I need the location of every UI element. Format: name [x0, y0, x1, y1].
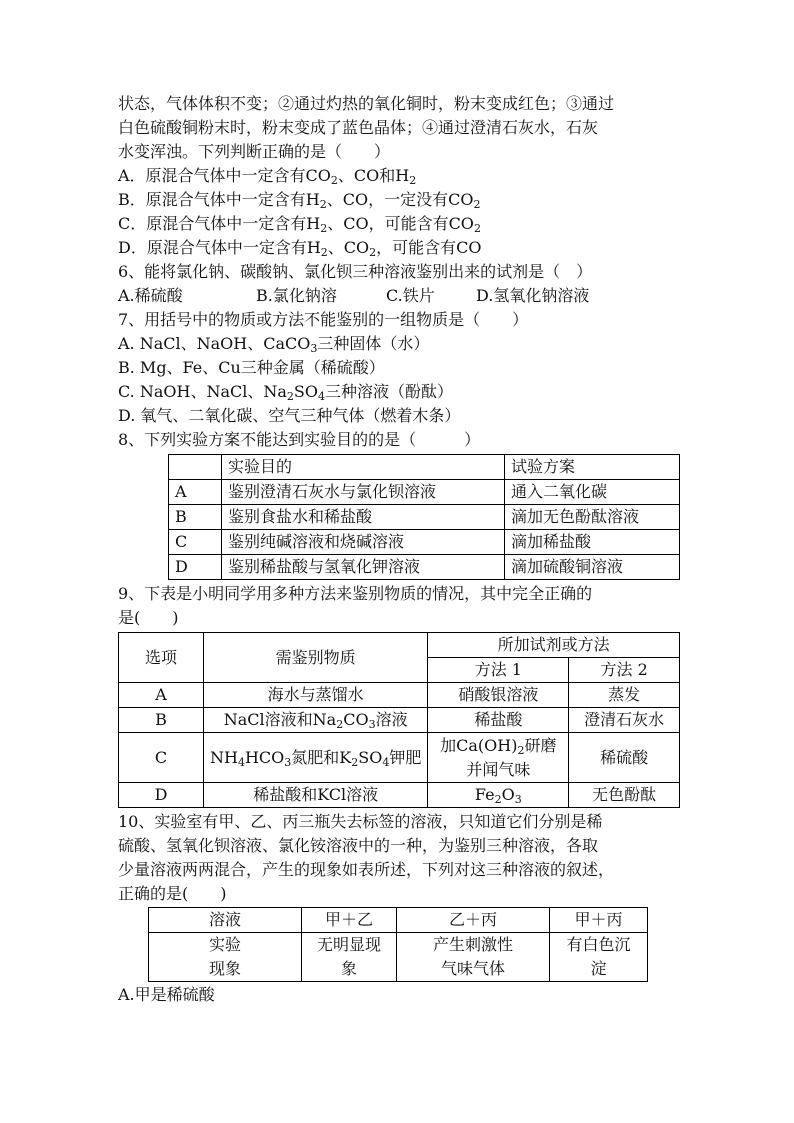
table-row: 方法 1 方法 2	[119, 658, 680, 683]
table-row: C $NH_4HCO_3$氮肥和$K_2SO_4$钾肥 加$Ca(OH)_2$研磨 并闻气味 稀硫酸	[119, 733, 680, 783]
q6-option-c: C.铁片	[386, 286, 435, 305]
q6-stem: 6、能将氯化钠、碳酸钠、氯化钡三种溶液鉴别出来的试剂是（ ）	[118, 262, 593, 281]
table-row: 选项 需鉴别物质 所加试剂或方法	[119, 633, 680, 658]
intro-line-1: 状态，气体体积不变；②通过灼热的氧化铜时，粉末变成红色；③通过	[118, 94, 615, 113]
q9-stem-2: 是( )	[118, 608, 179, 627]
intro-line-3: 水变浑浊。下列判断正确的是（ ）	[118, 142, 391, 161]
q8-table	[168, 454, 680, 580]
q10-line-4: 正确的是( )	[118, 884, 227, 903]
table-row: 实验 现象 无明显现 象 产生刺激性 气味气体 有白色沉 淀	[149, 933, 648, 982]
table-row: B NaCl溶液和$Na_2CO_3$溶液 稀盐酸 澄清石灰水	[119, 708, 680, 733]
q7-option-b: B. Mg、Fe、Cu三种金属（稀硫酸）	[118, 358, 385, 377]
table-row: A 海水与蒸馏水 硝酸银溶液 蒸发	[119, 683, 680, 708]
q6-option-b: B.氯化钠溶	[256, 286, 337, 305]
q8-stem: 8、下列实验方案不能达到实验目的的是（ ）	[118, 430, 481, 449]
table-row: B 鉴别食盐水和稀盐酸 滴加无色酚酞溶液	[169, 505, 680, 530]
q10-table	[148, 907, 648, 982]
table-row: 实验目的 试验方案	[169, 455, 680, 480]
q7-option-c: C. NaOH、NaCl、$Na_2SO_4$三种溶液（酚酞）	[118, 382, 453, 403]
q5-option-d: D．原混合气体中一定含有$H_2$、$CO_2$，可能含有CO	[118, 238, 482, 259]
q9-table	[118, 632, 680, 808]
table-row: A 鉴别澄清石灰水与氯化钡溶液 通入二氧化碳	[169, 480, 680, 505]
q6-option-a: A.稀硫酸	[118, 286, 183, 305]
q10-line-3: 少量溶液两两混合，产生的现象如表所述，下列对这三种溶液的叙述，	[118, 860, 615, 879]
document-page	[118, 92, 688, 1007]
q5-option-b: B．原混合气体中一定含有$H_2$、CO，一定没有$CO_2$	[118, 190, 481, 211]
table-row: 溶液 甲＋乙 乙＋丙 甲＋丙	[149, 908, 648, 933]
table-row: D 鉴别稀盐酸与氢氧化钾溶液 滴加硫酸铜溶液	[169, 555, 680, 580]
q7-stem: 7、用括号中的物质或方法不能鉴别的一组物质是（ ）	[118, 310, 529, 329]
q10-line-1: 10、实验室有甲、乙、丙三瓶失去标签的溶液，只知道它们分别是稀	[118, 812, 603, 831]
q9-stem-1: 9、下表是小明同学用多种方法来鉴别物质的情况，其中完全正确的	[118, 584, 593, 603]
q5-option-a: A．原混合气体中一定含有$CO_2$、CO和$H_2$	[118, 166, 417, 187]
intro-line-2: 白色硫酸铜粉末时，粉末变成了蓝色晶体；④通过澄清石灰水，石灰	[118, 118, 599, 137]
q10-line-2: 硫酸、氢氧化钡溶液、氯化铵溶液中的一种，为鉴别三种溶液，各取	[118, 836, 599, 855]
q7-option-d: D. 氧气、二氧化碳、空气三种气体（燃着木条）	[118, 406, 461, 425]
table-row: D 稀盐酸和KCl溶液 $Fe_2O_3$ 无色酚酞	[119, 783, 680, 808]
q5-option-c: C．原混合气体中一定含有$H_2$、CO，可能含有$CO_2$	[118, 214, 481, 235]
q10-option-a: A.甲是稀硫酸	[118, 985, 215, 1004]
q7-option-a: A. NaCl、NaOH、CaCO$_3$三种固体（水）	[118, 334, 430, 355]
q6-options	[118, 284, 688, 308]
table-row: C 鉴别纯碱溶液和烧碱溶液 滴加稀盐酸	[169, 530, 680, 555]
q6-option-d: D.氢氧化钠溶液	[476, 286, 590, 305]
